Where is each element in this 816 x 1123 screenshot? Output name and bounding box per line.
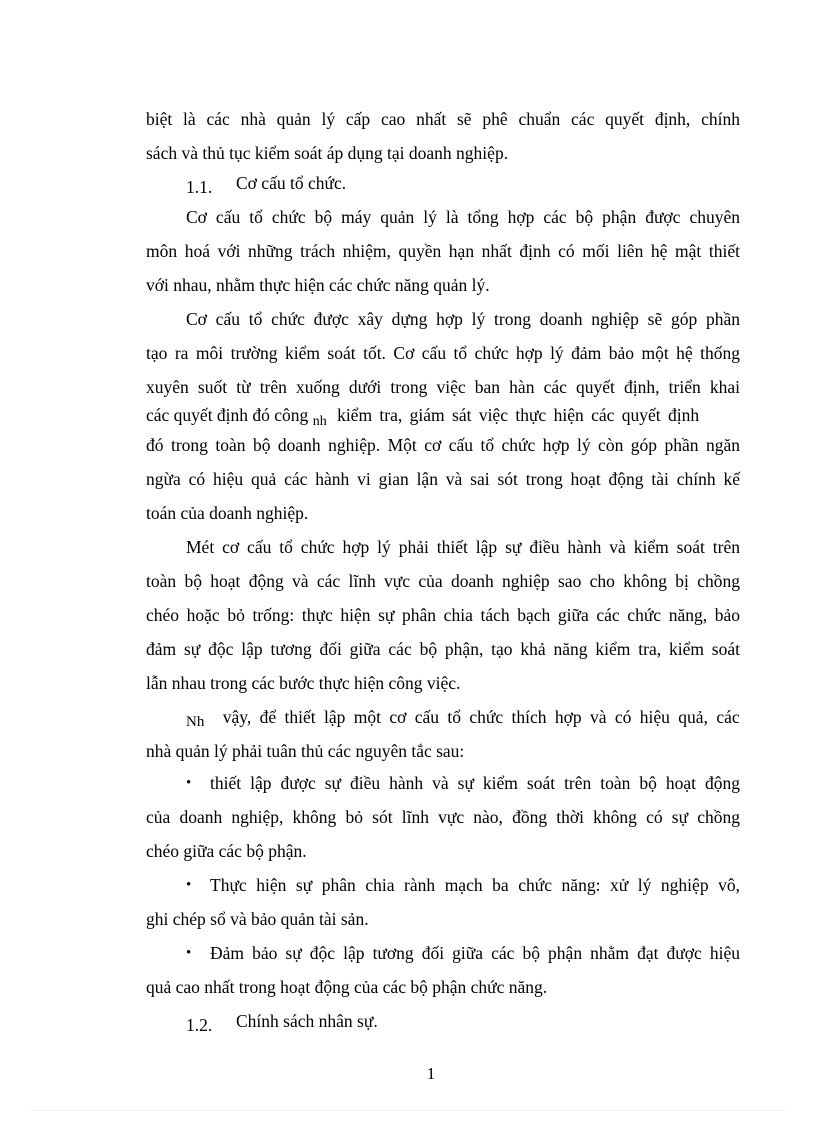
- bullet-line: của doanh nghiệp, không bỏ sót lĩnh vực nào, đồng thời không có sự chồng: [146, 807, 740, 827]
- paragraph-line: lẫn nhau trong các bước thực hiện công việc.: [146, 673, 461, 693]
- subscript-fragment: nh: [312, 414, 327, 429]
- bullet-line: ghi chép sổ và bảo quản tài sản.: [146, 909, 369, 929]
- bullet-line: thiết lập được sự điều hành và sự kiểm soát trên toàn bộ hoạt động: [210, 773, 740, 793]
- paragraph-line: tạo ra môi trường kiểm soát tốt. Cơ cấu tổ chức hợp lý đảm bảo một hệ thống: [146, 343, 740, 363]
- paragraph-line: đảm sự độc lập tương đối giữa các bộ phận, tạo khả năng kiểm tra, kiểm soát: [146, 639, 740, 659]
- paragraph-line: Cơ cấu tổ chức được xây dựng hợp lý trong doanh nghiệp sẽ góp phần: [186, 309, 740, 329]
- paragraph-line: biệt là các nhà quản lý cấp cao nhất sẽ phê chuẩn các quyết định, chính: [146, 109, 740, 129]
- paragraph-line: nhà quản lý phải tuân thủ các nguyên tắc sau:: [146, 741, 465, 761]
- bullet-line: quả cao nhất trong hoạt động của các bộ phận chức năng.: [146, 977, 548, 997]
- bullet-line: Đảm bảo sự độc lập tương đối giữa các bộ phận nhằm đạt được hiệu: [210, 943, 740, 963]
- paragraph-line: Cơ cấu tổ chức bộ máy quản lý là tổng hợp các bộ phận được chuyên: [186, 207, 740, 227]
- paragraph-line: ngừa có hiệu quả các hành vi gian lận và sai sót trong hoạt động tài chính kế: [146, 469, 740, 489]
- section-heading: Cơ cấu tổ chức.: [236, 173, 347, 193]
- bullet-marker: •: [186, 775, 192, 791]
- section-number: 1.1.: [186, 177, 213, 197]
- subscript-fragment: Nh: [186, 714, 205, 730]
- paragraph-line: toàn bộ hoạt động và các lĩnh vực của doanh nghiệp sao cho không bị chồng: [146, 571, 740, 591]
- paragraph-line: [146, 403, 740, 430]
- paragraph-line: môn hoá với những trách nhiệm, quyền hạn nhất định có mối liên hệ mật thiết: [146, 241, 740, 261]
- line-text: kiểm tra, giám sát việc thực hiện các quyết định: [337, 405, 700, 425]
- paragraph-line: đó trong toàn bộ doanh nghiệp. Một cơ cấu tổ chức hợp lý còn góp phần ngăn: [146, 435, 740, 455]
- paragraph-line: với nhau, nhằm thực hiện các chức năng quản lý.: [146, 275, 490, 295]
- paragraph-line: xuyên suốt từ trên xuống dưới trong việc ban hàn các quyết định, triển khai: [146, 377, 740, 397]
- paragraph-line: chéo hoặc bỏ trống: thực hiện sự phân chia tách bạch giữa các chức năng, bảo: [146, 605, 740, 625]
- page-number: 1: [426, 1064, 436, 1083]
- footer-rule: [30, 1110, 786, 1111]
- paragraph-line: toán của doanh nghiệp.: [146, 503, 309, 523]
- bullet-marker: •: [186, 877, 192, 893]
- line-text: vậy, để thiết lập một cơ cấu tổ chức thích hợp và có hiệu quả, các: [222, 707, 740, 727]
- line-text: các quyết định đó công: [146, 405, 309, 425]
- paragraph-line: Mét cơ cấu tổ chức hợp lý phải thiết lập sự điều hành và kiểm soát trên: [186, 537, 740, 557]
- paragraph-line: [186, 705, 740, 731]
- bullet-line: chéo giữa các bộ phận.: [146, 841, 307, 861]
- bullet-marker: •: [186, 945, 192, 961]
- section-number: 1.2.: [186, 1015, 213, 1035]
- section-heading: Chính sách nhân sự.: [236, 1011, 378, 1031]
- paragraph-line: sách và thủ tục kiểm soát áp dụng tại doanh nghiệp.: [146, 143, 509, 163]
- bullet-line: Thực hiện sự phân chia rành mạch ba chức năng: xử lý nghiệp vô,: [210, 875, 740, 895]
